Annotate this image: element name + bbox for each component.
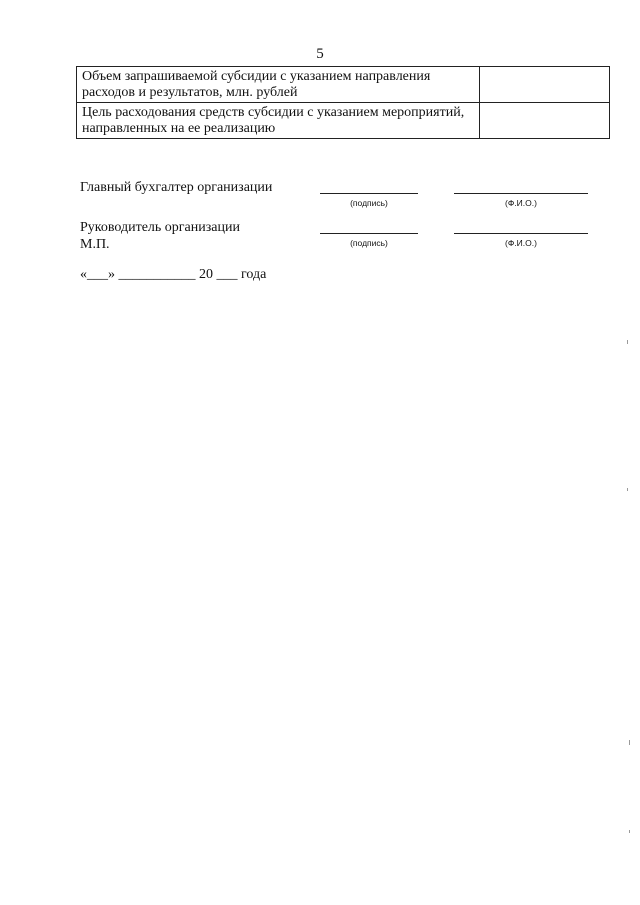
scan-speck xyxy=(629,830,630,833)
seal-mark: М.П. xyxy=(80,237,110,252)
chief-accountant-signature-line xyxy=(320,193,418,194)
table-cell-label: Объем запрашиваемой субсидии с указанием направления расходов и результатов, млн. рублей xyxy=(77,67,480,103)
date-line: «___» ___________ 20 ___ года xyxy=(80,267,267,282)
page-number: 5 xyxy=(316,46,324,62)
scan-speck xyxy=(627,340,628,344)
table-cell-value xyxy=(480,103,610,139)
chief-accountant-title: Главный бухгалтер организации xyxy=(80,180,273,195)
chief-accountant-signature-caption: (подпись) xyxy=(350,198,388,208)
head-signature-caption: (подпись) xyxy=(350,238,388,248)
head-title: Руководитель организации xyxy=(80,220,240,235)
chief-accountant-name-line xyxy=(454,193,588,194)
subsidy-table xyxy=(76,66,610,139)
head-name-line xyxy=(454,233,588,234)
table-row xyxy=(77,103,610,139)
scan-speck xyxy=(627,488,628,491)
table-cell-value xyxy=(480,67,610,103)
table-row xyxy=(77,67,610,103)
chief-accountant-name-caption: (Ф.И.О.) xyxy=(505,198,537,208)
head-signature-line xyxy=(320,233,418,234)
table-cell-label: Цель расходования средств субсидии с указанием мероприятий, направленных на ее реализацию xyxy=(77,103,480,139)
scan-speck xyxy=(629,740,630,745)
head-name-caption: (Ф.И.О.) xyxy=(505,238,537,248)
